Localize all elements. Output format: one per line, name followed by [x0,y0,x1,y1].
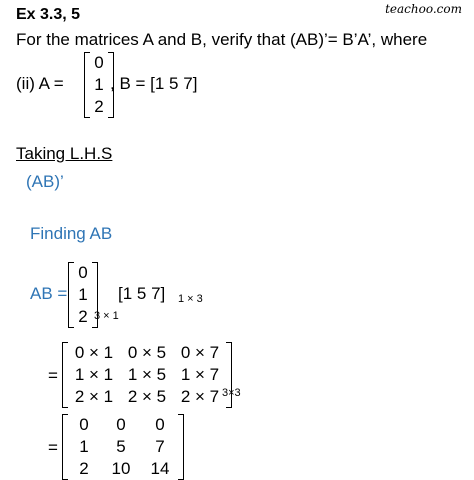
matrix-cell: 2 [79,459,89,478]
matrix-cell: 1 [79,437,89,456]
matrix-cell: 1 [78,285,88,304]
matrix-cell: 0 [79,415,89,434]
product-matrix-cells [68,342,226,408]
matrix-cell: 2 [78,307,88,326]
matrix-cell: 0 × 7 [180,343,220,362]
matrix-cell: 1 × 7 [180,365,220,384]
watermark-logo: teachoo.com [385,2,462,16]
equals-sign: = [48,366,58,385]
result-matrix-cells [68,414,178,480]
matrix-cell: 2 × 1 [74,387,114,406]
row-matrix: [1 5 7] [118,284,166,303]
finding-heading: Finding AB [30,224,113,243]
matrix-cell: 1 × 1 [74,365,114,384]
row-order: 1 × 3 [178,293,203,305]
column-order: 3 × 1 [94,310,119,322]
question-text: For the matrices A and B, verify that (AB)’= B’A’, where [16,30,428,49]
right-bracket [178,414,184,480]
product-matrix [62,342,232,408]
matrix-cell: 1 × 5 [127,365,167,384]
lhs-expression: (AB)’ [26,172,64,191]
matrix-cell: 0 × 5 [127,343,167,362]
lhs-heading: Taking L.H.S [16,144,113,163]
column-matrix-cells [74,262,92,328]
result-matrix [62,414,184,480]
matrix-cell: 10 [111,459,131,478]
ab-label: AB = [30,284,68,303]
matrix-cell: 0 [78,263,88,282]
matrix-cell: 7 [155,437,165,456]
matrix-a-cells [90,52,108,118]
page-title: Ex 3.3, 5 [16,6,81,23]
product-order: 3×3 [222,387,241,399]
matrix-cell: 5 [116,437,126,456]
part-label: (ii) A = [16,74,64,93]
matrix-cell: 14 [150,459,170,478]
matrix-cell: 2 × 5 [127,387,167,406]
matrix-cell: 2 × 7 [180,387,220,406]
matrix-cell: 2 [94,97,104,116]
matrix-cell: 0 [155,415,165,434]
matrix-b-text: , B = [1 5 7] [110,74,198,93]
equals-sign: = [48,438,58,457]
matrix-cell: 0 [94,53,104,72]
matrix-cell: 0 × 1 [74,343,114,362]
matrix-cell: 0 [116,415,126,434]
matrix-cell: 1 [94,75,104,94]
